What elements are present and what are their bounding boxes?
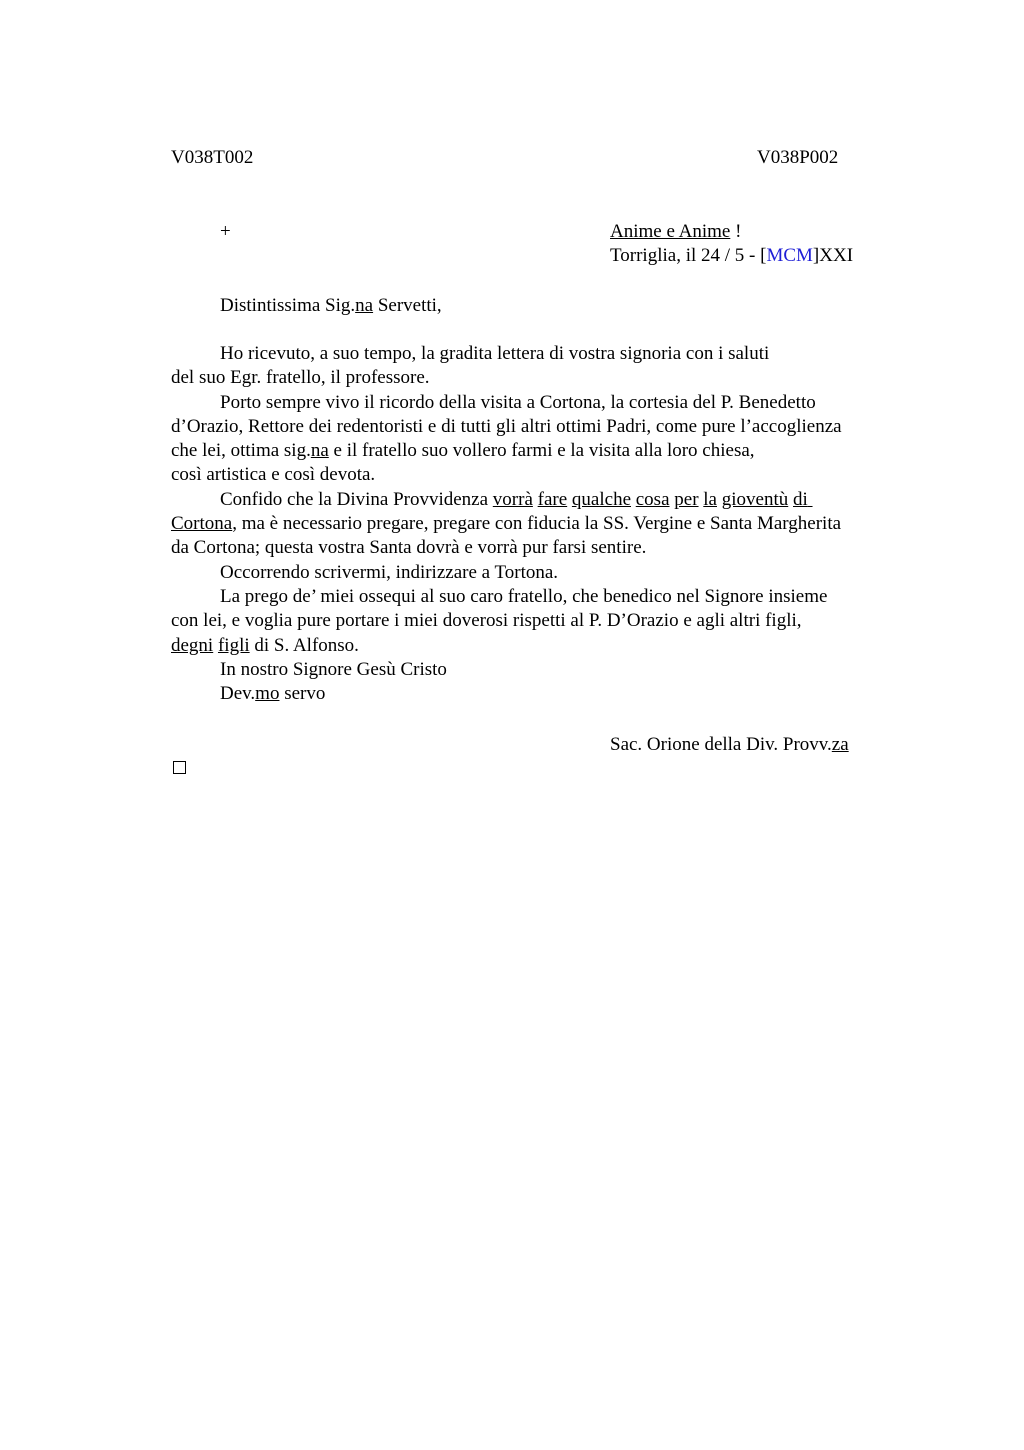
signature-abbr: za <box>831 734 849 755</box>
closing-line: In nostro Signore Gesù Cristo <box>220 658 447 680</box>
salutation-before: Distintissima Sig. <box>220 295 356 316</box>
closing-line: Dev.mo servo <box>220 683 326 705</box>
body-line: degni figli di S. Alfonso. <box>171 634 359 656</box>
body-line: con lei, e voglia pure portare i miei doverosi rispetti al P. D’Orazio e agli altri figli, <box>171 610 802 632</box>
motto-text: Anime e Anime <box>610 221 731 242</box>
archive-code-left: V038T002 <box>171 147 254 168</box>
body-line: d’Orazio, Rettore dei redentoristi e di tutti gli altri ottimi Padri, come pure l’accoglienza <box>171 415 842 437</box>
date-suffix: ]XXI <box>812 245 854 266</box>
salutation <box>220 294 442 318</box>
letter-body <box>171 342 906 706</box>
date-prefix: Torriglia, il 24 / 5 - [ <box>610 245 767 266</box>
cross-mark: + <box>220 221 231 242</box>
body-line: Ho ricevuto, a suo tempo, la gradita lettera di vostra signoria con i saluti <box>220 343 770 364</box>
signature <box>610 733 849 757</box>
salutation-abbr: na <box>355 295 374 316</box>
signature-text: Sac. Orione della Div. Provv. <box>610 734 832 755</box>
body-line: Porto sempre vivo il ricordo della visita a Cortona, la cortesia del P. Benedetto <box>220 391 816 413</box>
body-line: del suo Egr. fratello, il professore. <box>171 367 430 389</box>
date-roman: MCM <box>766 245 813 266</box>
square-mark-icon <box>173 761 186 774</box>
body-line: La prego de’ miei ossequi al suo caro fratello, che benedico nel Signore insieme <box>220 585 828 607</box>
body-line: Confido che la Divina Provvidenza vorrà fare qualche cosa per la gioventù di <box>220 488 808 510</box>
body-line: da Cortona; questa vostra Santa dovrà e vorrà pur farsi sentire. <box>171 537 647 559</box>
motto-suffix: ! <box>730 221 742 242</box>
body-line: così artistica e così devota. <box>171 464 376 486</box>
body-line: Cortona, ma è necessario pregare, pregare con fiducia la SS. Vergine e Santa Margherita <box>171 513 842 535</box>
salutation-after: Servetti, <box>373 295 442 316</box>
body-line: che lei, ottima sig.na e il fratello suo vollero farmi e la visita alla loro chiesa, <box>171 440 755 462</box>
date-line <box>610 244 853 268</box>
motto <box>610 220 741 244</box>
body-line: Occorrendo scrivermi, indirizzare a Tortona. <box>220 561 559 583</box>
archive-code-right: V038P002 <box>757 147 839 168</box>
